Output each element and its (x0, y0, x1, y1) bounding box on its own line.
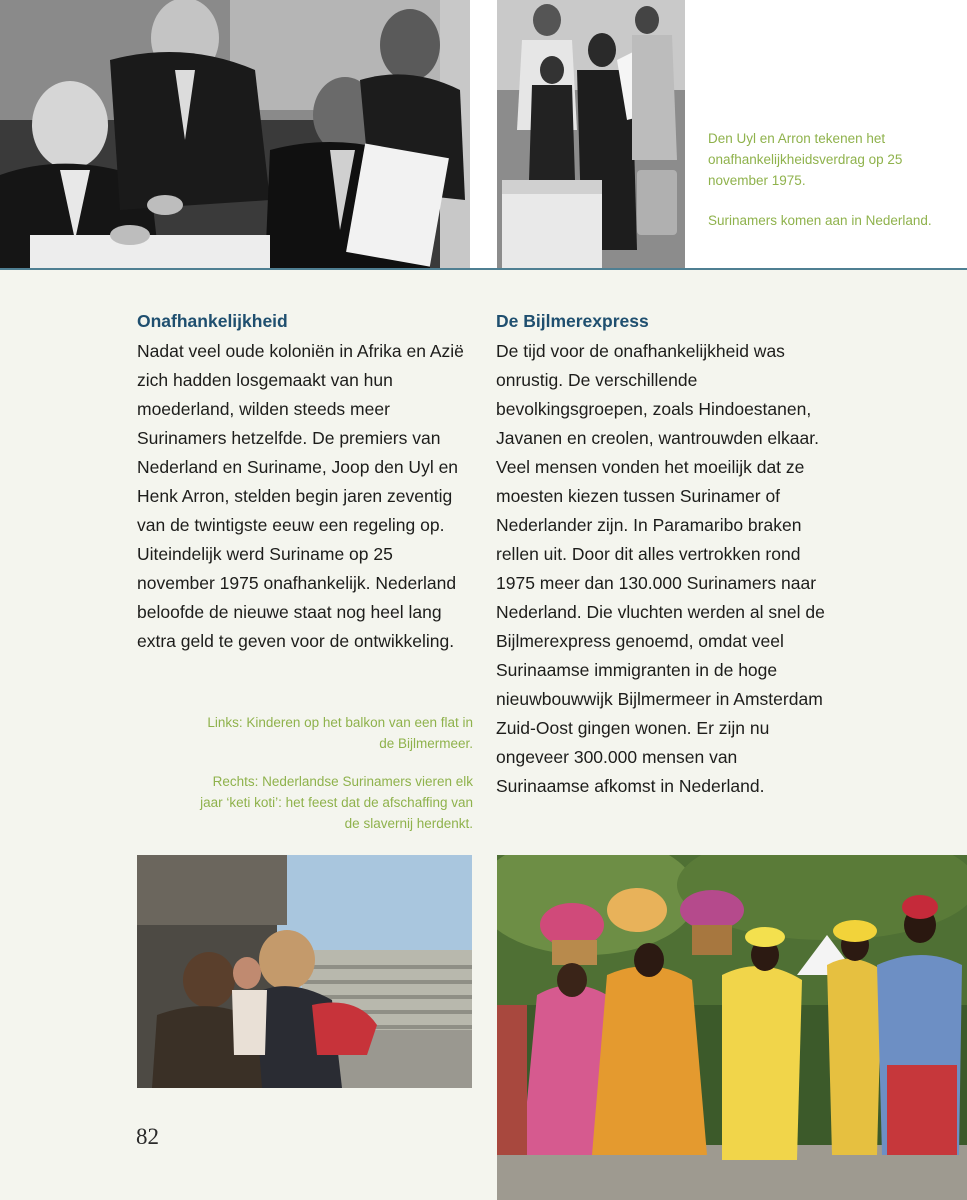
heading-onafhankelijkheid: Onafhankelijkheid (137, 311, 288, 331)
left-column (137, 309, 472, 656)
mid-photo-captions (190, 712, 473, 834)
body-onafhankelijkheid: Nadat veel oude koloniën in Afrika en Azië zich hadden losgemaakt van hun moederland, wilden steeds meer Surinamers hetzelfde. De premiers van Nederland en Suriname, Joop den Uyl en Henk Arron, stelden begin jaren zeventig van de twintigste eeuw een regeling op. Uiteindelijk werd Suriname op 25 november 1975 onafhankelijk. Nederland beloofde de nieuwe staat nog heel lang extra geld te geven voor de ontwikkeling. (137, 341, 464, 651)
divider-rule (0, 268, 967, 270)
page-number: 82 (136, 1124, 159, 1149)
body-bijlmerexpress: De tijd voor de onafhankelijkheid was onrustig. De verschillende bevolkingsgroepen, zoals Hindoestanen, Javanen en creolen, wantrouwden elkaar. Veel mensen vonden het moeilijk dat ze moesten kiezen tussen Surinamer of Nederlander zijn. In Paramaribo braken rellen uit. Door dit alles vertrokken rond 1975 meer dan 130.000 Surinamers naar Nederland. Die vluchten werden al snel de Bijlmerexpress genoemd, omdat veel Surinaamse immigranten in de hoge nieuwbouwwijk Bijlmermeer in Amsterdam Zuid-Oost gingen wonen. Er zijn nu ongeveer 300.000 mensen van Surinaamse afkomst in Nederland. (496, 341, 825, 796)
photo-arrival (497, 0, 685, 268)
top-photo-captions (708, 128, 938, 231)
photo-balcony-children (137, 855, 472, 1088)
right-column (496, 309, 834, 801)
caption-treaty: Den Uyl en Arron tekenen het onafhankelijkheidsverdrag op 25 november 1975. (708, 131, 903, 188)
caption-keti-koti: Rechts: Nederlandse Surinamers vieren elk jaar ‘keti koti’: het feest dat de afschaffing van de slavernij herdenkt. (200, 774, 473, 831)
photo-treaty-signing (0, 0, 470, 268)
heading-bijlmerexpress: De Bijlmerexpress (496, 311, 649, 331)
caption-arrival: Surinamers komen aan in Nederland. (708, 213, 932, 228)
caption-balcony: Links: Kinderen op het balkon van een flat in de Bijlmermeer. (207, 715, 473, 751)
photo-keti-koti (497, 855, 967, 1200)
